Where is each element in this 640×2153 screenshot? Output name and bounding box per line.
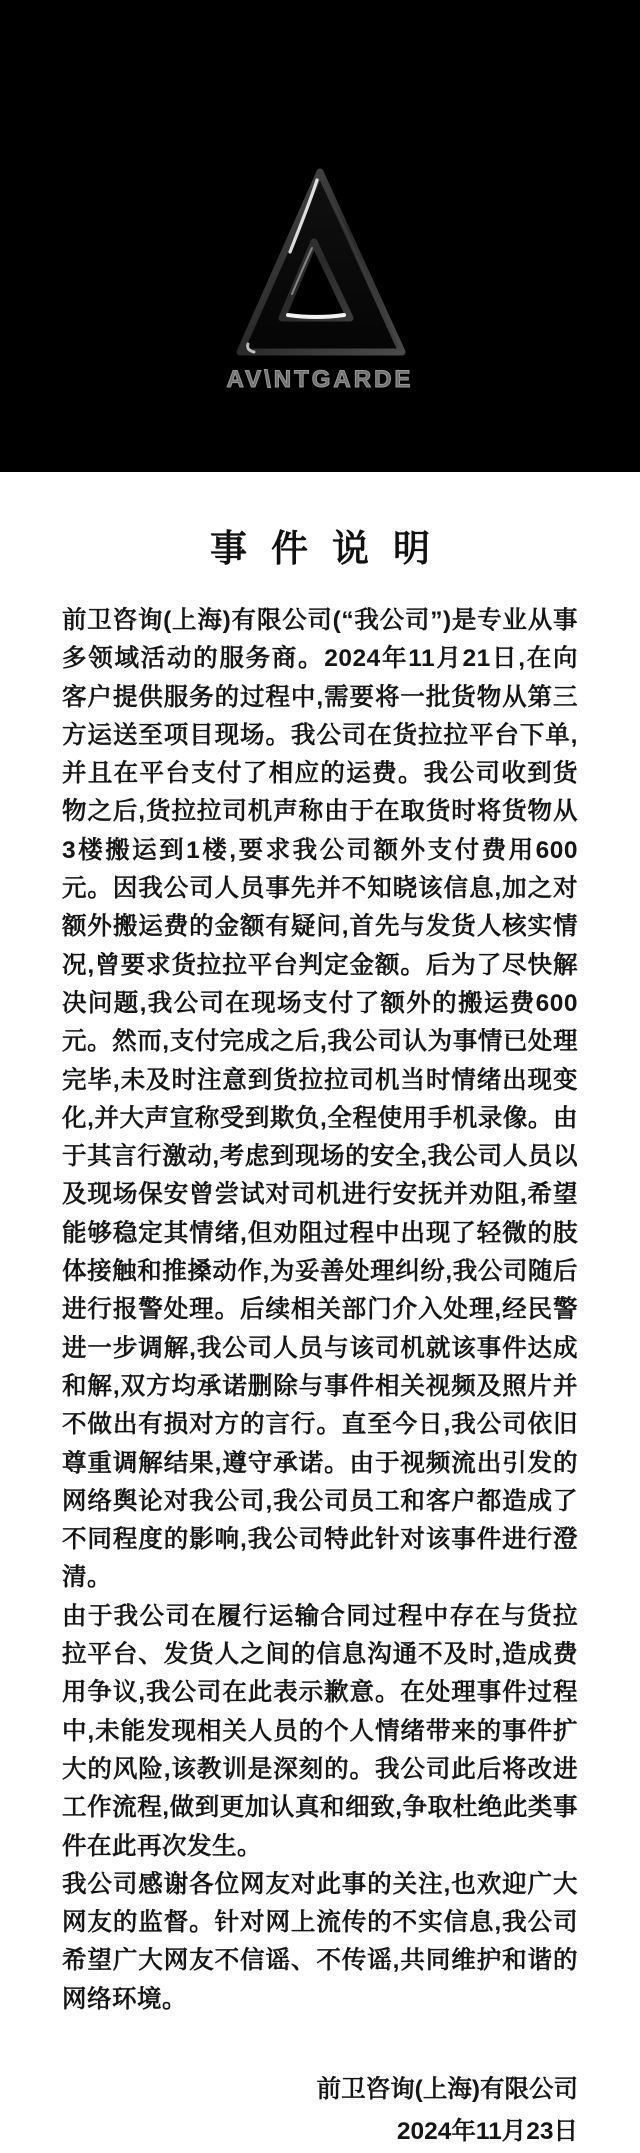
signature-company: 前卫咨询(上海)有限公司 bbox=[316, 2075, 578, 2103]
signature-date: 2024年11月23日 bbox=[396, 2117, 578, 2145]
statement-paragraph-1: 前卫咨询(上海)有限公司(“我公司”)是专业从事多领域活动的服务商。2024年11月21日,在向客户提供服务的过程中,需要将一批货物从第三方运送至项目现场。我公司在货拉拉平台下单,并且在平台支付了相应的运费。我公司收到货物之后,货拉拉司机声称由于在取货时将货物从3楼搬运到1楼,要求我公司额外支付费用600元。因我公司人员事先并不知晓该信息,加之对额外搬运费的金额有疑问,首先与发货人核实情况,曾要求货拉拉平台判定金额。后为了尽快解决问题,我公司在现场支付了额外的搬运费600元。然而,支付完成之后,我公司认为事情已处理完毕,未及时注意到货拉拉司机当时情绪出现变化,并大声宣称受到欺负,全程使用手机录像。由于其言行激动,考虑到现场的安全,我公司人员以及现场保安曾尝试对司机进行安抚并劝阻,希望能够稳定其情绪,但劝阻过程中出现了轻微的肢体接触和推搡动作,为妥善处理纠纷,我公司随后进行报警处理。后续相关部门介入处理,经民警进一步调解,我公司人员与该司机就该事件达成和解,双方均承诺删除与事件相关视频及照片并不做出有损对方的言行。直至今日,我公司依旧尊重调解结果,遵守承诺。由于视频流出引发的网络舆论对我公司,我公司员工和客户都造成了不同程度的影响,我公司特此针对该事件进行澄清。 bbox=[62, 607, 578, 1592]
signature-block bbox=[62, 2069, 578, 2153]
statement-paragraph-2: 由于我公司在履行运输合同过程中存在与货拉拉平台、发货人之间的信息沟通不及时,造成费用争议,我公司在此表示歉意。在处理事件过程中,未能发现相关人员的个人情绪带来的事件扩大的风险,该教训是深刻的。我公司此后将改进工作流程,做到更加认真和细致,争取杜绝此类事件在此再次发生。 bbox=[62, 1602, 578, 1860]
brand-wordmark: AV\NTGARDE bbox=[226, 366, 414, 393]
brand-banner bbox=[0, 0, 640, 472]
statement-title: 事件说明 bbox=[210, 528, 454, 569]
avantgarde-triangle-logo-icon bbox=[232, 166, 408, 360]
statement-content bbox=[0, 518, 640, 2153]
statement-paragraph-3: 我公司感谢各位网友对此事的关注,也欢迎广大网友的监督。针对网上流传的不实信息,我公司希望广大网友不信谣、不传谣,共同维护和谐的网络环境。 bbox=[62, 1870, 578, 2013]
